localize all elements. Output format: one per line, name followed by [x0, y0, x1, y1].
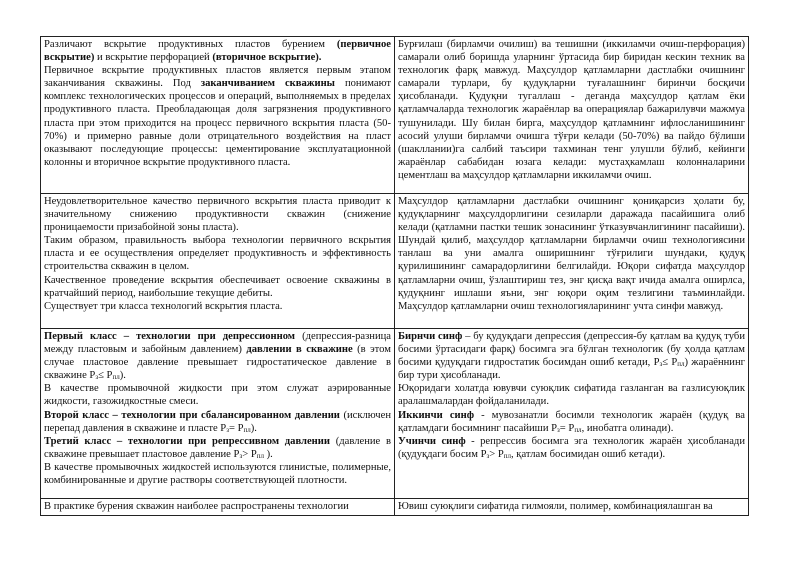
uzbek-cell [395, 499, 749, 516]
paragraph: Существует три класса технологий вскрытия пласта. [44, 300, 283, 312]
uzbek-cell [395, 194, 749, 329]
paragraph: Первый класс – технологии при депрессионном (депрессия-разница между пластовым и забойным давлением) давлении в скважине (в этом случае пластовое давление превышает гидростатическое давление в скважине $P_з\le P_{пл}$). [44, 331, 391, 382]
paragraph: Неудовлетворительное качество первичного вскрытия пласта приводит к значительному снижению продуктивности скважин (снижение проницаемости призабойной зоны пласта). [44, 196, 391, 234]
table-row [41, 194, 749, 329]
paragraph: Второй класс – технологии при сбалансированном давлении (исключен перепад давления в скважине и пласте $P_з= P_{пл}$). [44, 409, 391, 434]
table-row [41, 499, 749, 516]
paragraph: Бурғилаш (бирламчи очилиш) ва тешишни (иккиламчи очиш-перфорация) самарали олиб боришда уларнинг ўртасида бир биридан кескин техник ва технологик фарқ мавжуд. Маҳсулдор қатламларни дастлабки очишнинг самарали турлари, бу қудуқларни туғалашнинг биринчи босқичи ҳисобланади. Қудуқни тугаллаш - деганда маҳсулдор қатлам ёки қатламчаларда технологик жараёнлар ва операциялар бажарилувчи мажмуа тушунилади. Шу билан бирга, маҳсулдор қатламнинг ифлосланишининг асосий улуши бирламчи очишга тўғри келади (50-70%) ва пайдо бўлиши (шакллании)га салбий таъсири тахминан тенг улушли бўлиб, кейинги жараёнлар сабабидан юзага келади: мустаҳкамлаш колонналарини цементлаш ва маҳсулдор қатламларни иккиламчи очиш. [398, 39, 745, 181]
paragraph: Бирнчи синф – бу қудуқдаги депрессия (депрессия-бу қатлам ва қудуқ туби босими ўртасидаги фарқ) босимга эга бўлган технологик (бу ҳолда қатлам босими қудуқдаги гидростатик босимдан ошиб кетади, $P_з\le P_{пл}$) жараённинг бир тури ҳисобланади. [398, 331, 745, 382]
paragraph: В качестве промывочной жидкости при этом служат аэрированные жидкости, газожидкостные смеси. [44, 383, 391, 408]
russian-cell [41, 37, 395, 194]
paragraph: В качестве промывочных жидкостей используются глинистые, полимерные, комбинированные и другие растворы соответствующей плотности. [44, 461, 391, 487]
bilingual-table [40, 36, 749, 516]
uzbek-cell [395, 329, 749, 499]
paragraph: В практике бурения скважин наиболее распространены технологии [44, 501, 349, 512]
russian-cell [41, 499, 395, 516]
paragraph: Качественное проведение вскрытия обеспечивает освоение скважины в кратчайший период, наибольшие текущие дебиты. [44, 274, 391, 299]
russian-cell [41, 194, 395, 329]
table-row [41, 37, 749, 194]
paragraph: Таким образом, правильность выбора технологии первичного вскрытия пласта и ее осуществления определяет продуктивность и эффективность строительства скважин в целом. [44, 235, 391, 273]
paragraph: Ювиш суюқлиги сифатида гилмояли, полимер, комбинациялашган ва [398, 501, 713, 512]
russian-cell [41, 329, 395, 499]
paragraph: Первичное вскрытие продуктивных пластов является первым этапом заканчивания скважины. Под заканчиванием скважины понимают комплекс технологических процессов и операций, выполняемых в пределах продуктивного пласта. Преобладающая доля загрязнения продуктивного пласта при этом приходится на процесс первичного вскрытия пласта (50-70%) и примерно равные доли отрицательного воздействия на пласт оказывают последующие процессы: цементирование эксплуатационной колонны и вторичное вскрытие продуктивного пласта. [44, 65, 391, 168]
paragraph: Различают вскрытие продуктивных пластов бурением (первичное вскрытие) и вскрытие перфорацией (вторичное вскрытие). [44, 39, 391, 64]
paragraph: Маҳсулдор қатламларни дастлабки очишнинг қониқарсиз ҳолати бу, қудуқларнинг маҳсулдорлигини сезиларли даражада пасайишига олиб келади (қатламни пастки тешик зонасининг ўтказувчанлигининг пасайиши). Шундай қилиб, маҳсулдор қатламларни бирламчи очиш технологиясини танлаш ва уни амалга оширишнинг тўғрилиги шундаки, қудуқ қурилишининг самарадорлигини белгилайди. Юқори сифатда маҳсулдор қатламларни очиш, ўзлаштириш тез, энг қисқа вақт ичида амалга оширлса, қудуқнинг ишлаши яъни, энг юқори оқим тезлигини таъминлайди. Маҳсулдор қатламларни очиш технологияларининг учта синфи мавжуд. [398, 196, 745, 312]
paragraph: Юқоридаги холатда ювувчи суюқлик сифатида газланган ва газлисуюқлик аралашмалардан фойдаланилади. [398, 383, 745, 408]
paragraph: Иккинчи синф - мувозанатли босимли технологик жараён (қудуқ ва қатламдаги босимнинг пасайиши $P_з= P_{пл}$, инобатга олинади). [398, 409, 745, 434]
table-row [41, 329, 749, 499]
bilingual-table-page [40, 36, 748, 516]
uzbek-cell [395, 37, 749, 194]
paragraph: Учинчи синф - репрессив босимга эга технологик жараён ҳисобланади (қудуқдаги босим $P_з> P_{пл}$, қатлам босимидан ошиб кетади). [398, 435, 745, 460]
paragraph: Третий класс – технологии при репрессивном давлении (давление в скважине превышает пластовое давление $P_з> P_{пл}$ ). [44, 435, 391, 460]
